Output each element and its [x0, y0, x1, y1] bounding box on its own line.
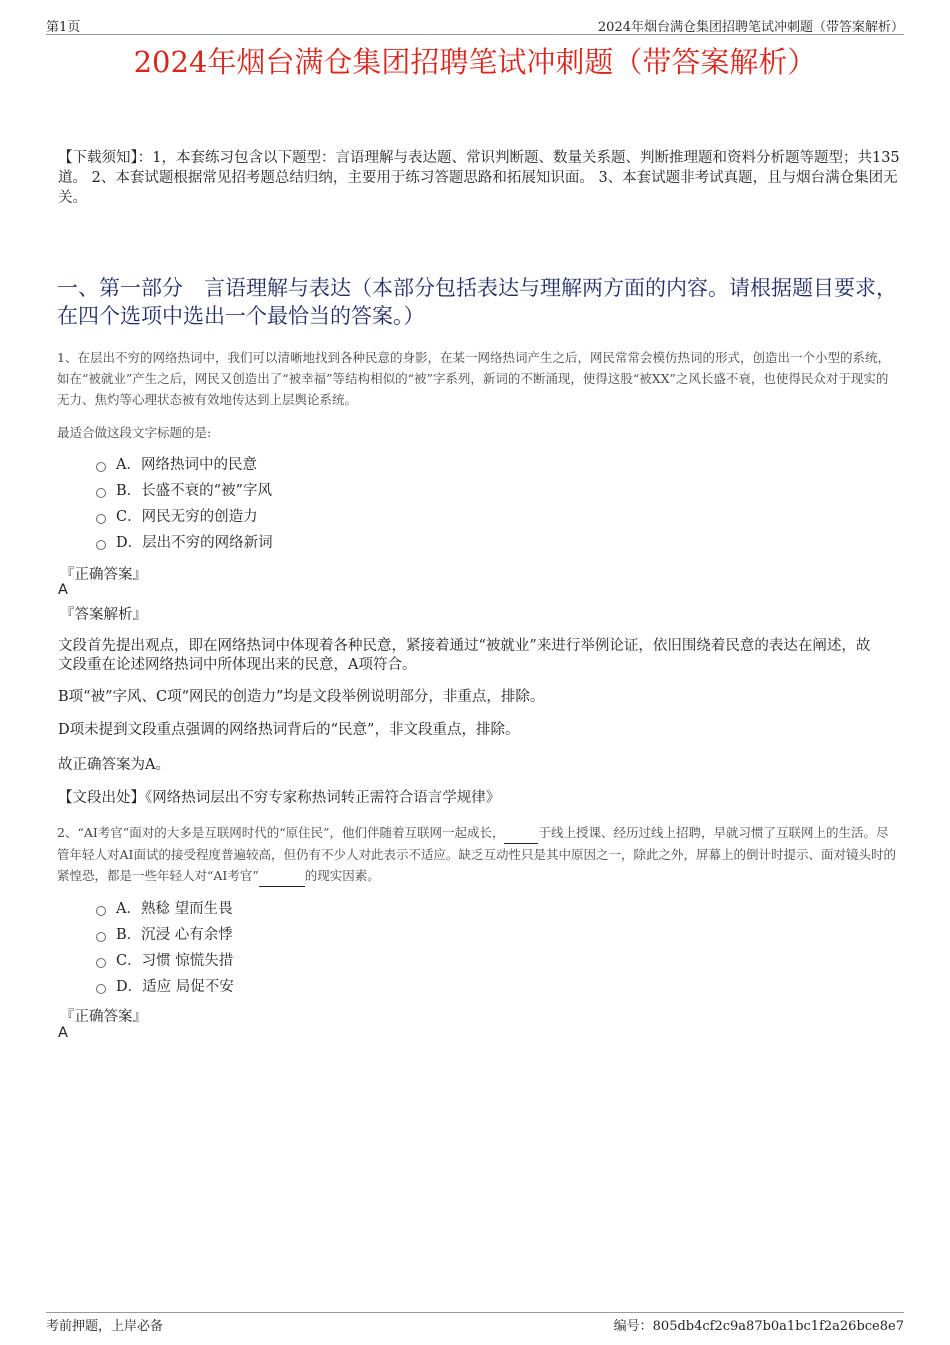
- page-footer: [46, 1312, 904, 1333]
- question-2-text: 2、“AI考官”面对的大多是互联网时代的“原住民”，他们伴随着互联网一起成长， 于线上授课、经历过线上招聘，早就习惯了互联网上的生活。尽管年轻人对AI面试的接受程度普遍较高，但仍有不少人对此表示不适应。缺乏互动性只是其中原因之一，除此之外，屏幕上的倒计时提示、面对镜头时的紧惶恐，都是一些年轻人对“AI考官” 的现实因素。: [57, 822, 897, 887]
- question-1-options: [96, 452, 273, 556]
- answer-value: A: [58, 1025, 68, 1041]
- question-1-prompt: 最适合做这段文字标题的是:: [57, 425, 212, 440]
- analysis-conclusion: 故正确答案为A。: [58, 757, 170, 773]
- answer-value: A: [58, 582, 68, 598]
- page-header: [46, 14, 904, 35]
- option-d[interactable]: D．层出不穷的网络新词: [96, 530, 273, 556]
- footer-slogan: 考前押题，上岸必备: [46, 1319, 164, 1334]
- radio-icon[interactable]: [96, 540, 106, 550]
- option-b[interactable]: B．长盛不衰的“被”字风: [96, 478, 273, 504]
- radio-icon[interactable]: [96, 958, 106, 968]
- download-notice: 【下载须知】：1，本套练习包含以下题型：言语理解与表达题、常识判断题、数量关系题、判断推理题和资料分析题等题型；共135道。 2、本套试题根据常见招考题总结归纳，主要用于练习答题思路和拓展知识面。 3、本套试题非考试真题，且与烟台满仓集团无关。: [58, 150, 900, 206]
- radio-icon[interactable]: [96, 514, 106, 524]
- analysis-label: 『答案解析』: [60, 607, 147, 623]
- section-heading: 一、第一部分 言语理解与表达（本部分包括表达与理解两方面的内容。请根据题目要求，在四个选项中选出一个最恰当的答案。）: [57, 276, 897, 328]
- option-d[interactable]: D．适应 局促不安: [96, 974, 234, 1000]
- radio-icon[interactable]: [96, 932, 106, 942]
- question-1-text: 1、在层出不穷的网络热词中，我们可以清晰地找到各种民意的身影，在某一网络热词产生之后，网民常常会模仿热词的形式，创造出一个小型的系统，如在“被就业”产生之后，网民又创造出了“被幸福”等结构相似的“被”字系列，新词的不断涌现，使得这股“被XX”之风长盛不衰，也使得民众对于现实的无力、焦灼等心理状态被有效地传达到上层舆论系统。: [57, 350, 890, 407]
- page-number: 第1页: [46, 20, 81, 35]
- document-code: 编号：805db4cf2c9a87b0a1bc1f2a26bce8e7: [613, 1319, 904, 1334]
- radio-icon[interactable]: [96, 488, 106, 498]
- header-doc-title: 2024年烟台满仓集团招聘笔试冲刺题（带答案解析）: [597, 20, 904, 35]
- source-citation: 【文段出处】《网络热词层出不穷专家称热词转正需符合语言学规律》: [58, 790, 501, 806]
- radio-icon[interactable]: [96, 906, 106, 916]
- option-a[interactable]: A．网络热词中的民意: [96, 452, 273, 478]
- analysis-paragraph: B项“被”字风、C项“网民的创造力”均是文段举例说明部分，非重点，排除。: [58, 689, 545, 705]
- fill-blank-2: [259, 865, 305, 887]
- fill-blank-1: [504, 822, 538, 844]
- option-c[interactable]: C．习惯 惊慌失措: [96, 948, 234, 974]
- option-a[interactable]: A．熟稔 望而生畏: [96, 896, 234, 922]
- answer-label: 『正确答案』: [60, 1009, 147, 1025]
- analysis-paragraph: 文段首先提出观点，即在网络热词中体现着各种民意，紧接着通过“被就业”来进行举例论证，依旧围绕着民意的表达在阐述，故文段重在论述网络热词中所体现出来的民意，A项符合。: [58, 638, 871, 673]
- option-c[interactable]: C．网民无穷的创造力: [96, 504, 273, 530]
- page-title: 2024年烟台满仓集团招聘笔试冲刺题（带答案解析）: [133, 45, 817, 79]
- question-2-options: [96, 896, 234, 1000]
- answer-label: 『正确答案』: [60, 567, 147, 583]
- radio-icon[interactable]: [96, 984, 106, 994]
- radio-icon[interactable]: [96, 462, 106, 472]
- analysis-paragraph: D项未提到文段重点强调的网络热词背后的“民意”，非文段重点，排除。: [58, 722, 520, 738]
- option-b[interactable]: B．沉浸 心有余悸: [96, 922, 234, 948]
